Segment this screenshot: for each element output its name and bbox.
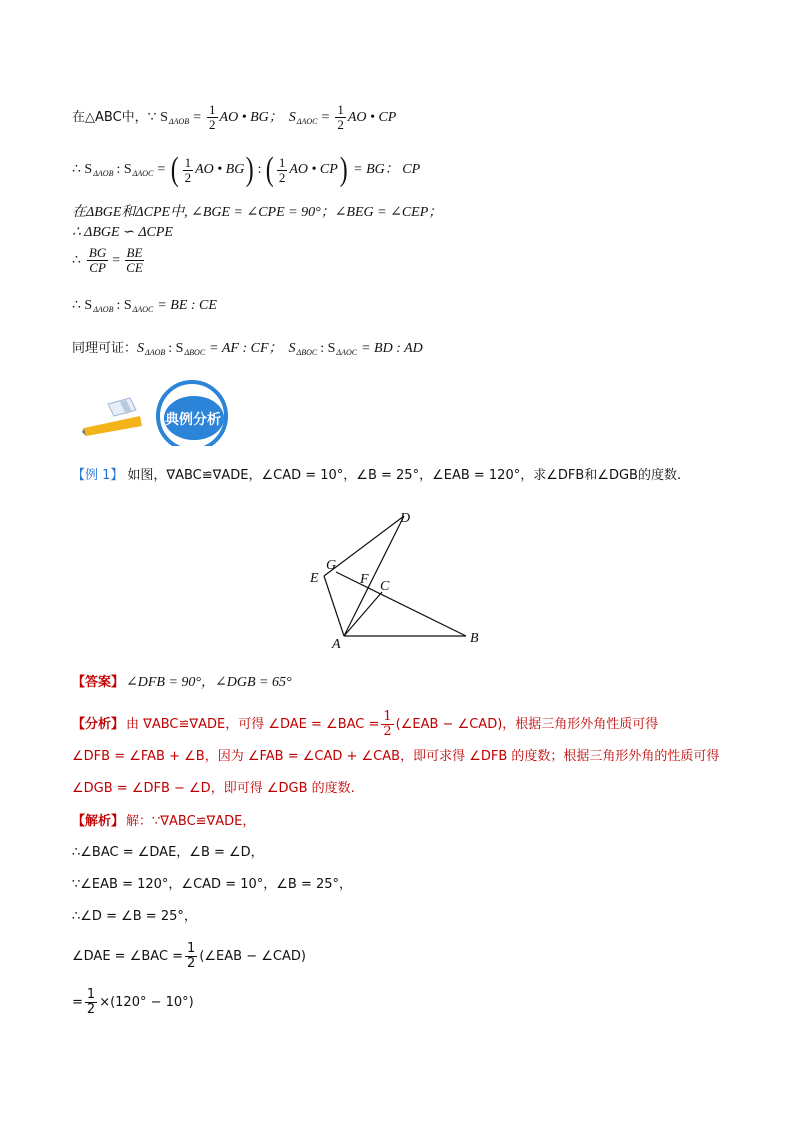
text: 同理可证： (72, 341, 138, 356)
numerator: 1 (184, 154, 192, 170)
text: = (112, 252, 121, 268)
label-B: B (470, 631, 479, 646)
text: AO • BG (195, 162, 245, 177)
analysis-line-3: ∠DGB = ∠DFB − ∠D，即可得 ∠DGB 的度数. (72, 781, 355, 796)
text: ×(120° − 10°) (99, 994, 194, 1010)
fraction (185, 942, 197, 971)
text: = BD : AD (361, 341, 423, 356)
numerator: BG (88, 245, 107, 260)
denominator: CP (89, 260, 106, 275)
text: : S (116, 162, 132, 177)
fraction (183, 156, 194, 185)
denominator: 2 (383, 724, 392, 739)
fraction (124, 246, 145, 275)
text: ∵ S (147, 109, 168, 125)
segment-AD (344, 516, 404, 636)
text: S (288, 341, 296, 356)
geometry-figure (300, 500, 500, 660)
analysis-text: (∠EAB − ∠CAD)，根据三角形外角性质可得 (395, 716, 659, 732)
right-paren: ) (246, 151, 254, 188)
fraction (277, 156, 288, 185)
analysis-text: 由 ∇ABC≌∇ADE，可得 ∠DAE = ∠BAC = (126, 716, 380, 732)
subscript: ΔAOC (296, 116, 318, 126)
example-analysis-badge (80, 376, 240, 446)
numerator: BE (126, 245, 143, 260)
solution-text: 解：∵∇ABC≌∇ADE， (126, 814, 256, 829)
text: : S (320, 341, 336, 356)
proof-line-1 (72, 103, 396, 132)
text: 在△ABC中， (72, 109, 148, 125)
text: : (257, 162, 262, 177)
text: ∴ S (72, 162, 93, 177)
example-tag: 【例 1】 (72, 468, 124, 483)
proof-line-5 (72, 246, 147, 275)
label-D: D (400, 511, 411, 526)
left-paren: ( (170, 151, 179, 188)
answer-line (72, 674, 292, 692)
example-statement (72, 467, 681, 485)
text: = (72, 994, 83, 1010)
subscript: ΔAOB (168, 116, 190, 126)
proof-line-3 (72, 204, 442, 222)
subscript: ΔAOC (132, 169, 154, 178)
label-C: C (380, 579, 390, 594)
answer-tag: 【答案】 (72, 675, 125, 690)
fraction (207, 103, 218, 132)
subscript: ΔBOC (184, 348, 206, 357)
solution-line-4: ∴∠D = ∠B = 25°， (72, 909, 197, 924)
answer-text: ∠DFB = 90°，∠DGB = 65° (126, 675, 292, 690)
solution-line-5 (72, 942, 306, 971)
label-E: E (310, 571, 319, 586)
text: ∴ S (72, 298, 93, 313)
label-A: A (332, 637, 341, 652)
label-F: F (360, 572, 369, 587)
numerator: 1 (187, 941, 196, 956)
fraction (85, 988, 97, 1017)
solution-line-3: ∵∠EAB = 120°，∠CAD = 10°，∠B = 25°， (72, 877, 353, 892)
segment-AE (324, 576, 344, 636)
text: = (321, 109, 330, 125)
text: = (157, 162, 166, 177)
text: AO • CP (289, 162, 338, 177)
text: 在ΔBGE和ΔCPE中, ∠BGE = ∠CPE = 90°；∠BEG = ∠CEP； (72, 205, 443, 220)
solution-line-6 (72, 988, 194, 1017)
right-paren: ) (339, 151, 348, 188)
proof-line-2 (72, 153, 420, 187)
numerator: 1 (209, 102, 216, 117)
denominator: 2 (337, 117, 344, 132)
proof-line-7 (72, 340, 423, 358)
denominator: 2 (209, 117, 216, 132)
denominator: 2 (86, 1002, 96, 1017)
badge-label: 典例分析 (165, 412, 221, 428)
label-G: G (326, 558, 337, 573)
analysis-line-2: ∠DFB = ∠FAB + ∠B，因为 ∠FAB = ∠CAD + ∠CAB，即可求得 ∠DFB 的度数；根据三角形外角的性质可得 (72, 749, 720, 764)
fraction (381, 710, 393, 739)
numerator: 1 (337, 102, 344, 117)
example-text: 如图，∇ABC≌∇ADE，∠CAD = 10°，∠B = 25°，∠EAB = 120°，求∠DFB和∠DGB的度数. (127, 468, 682, 483)
subscript: ΔAOB (145, 348, 166, 357)
solution-tag: 【解析】 (72, 814, 125, 829)
text: : S (168, 341, 184, 356)
text: AO • BG； (219, 109, 283, 125)
segment-GB (336, 572, 466, 636)
subscript: ΔAOB (93, 305, 114, 314)
text: = (193, 109, 202, 125)
fraction (87, 246, 108, 275)
subscript: ΔBOC (296, 348, 318, 357)
denominator: 2 (184, 169, 192, 185)
analysis-line-1 (72, 710, 658, 739)
subscript: ΔAOC (132, 305, 154, 314)
solution-line-1 (72, 813, 255, 831)
proof-line-4 (72, 224, 173, 242)
proof-line-6 (72, 297, 217, 315)
numerator: 1 (278, 154, 286, 170)
text: = BE : CE (157, 298, 217, 313)
text: S (137, 341, 145, 356)
text: ∠DAE = ∠BAC = (72, 948, 184, 964)
text: = AF : CF； (209, 341, 283, 356)
fraction (335, 103, 346, 132)
solution-line-2: ∴∠BAC = ∠DAE，∠B = ∠D， (72, 845, 264, 860)
numerator: 1 (383, 709, 392, 724)
subscript: ΔAOC (336, 348, 358, 357)
left-paren: ( (265, 151, 274, 188)
text: (∠EAB − ∠CAD) (199, 948, 306, 964)
analysis-tag: 【分析】 (72, 716, 125, 732)
denominator: CE (126, 260, 143, 275)
text: : S (116, 298, 132, 313)
numerator: 1 (86, 987, 96, 1002)
text: ∴ (72, 252, 81, 268)
subscript: ΔAOB (93, 169, 114, 178)
denominator: 2 (187, 956, 196, 971)
denominator: 2 (278, 169, 286, 185)
text: AO • CP (347, 109, 397, 125)
text: = BG： CP (353, 162, 421, 177)
text: S (288, 109, 296, 125)
text: ∴ ΔBGE ∽ ΔCPE (72, 225, 173, 240)
